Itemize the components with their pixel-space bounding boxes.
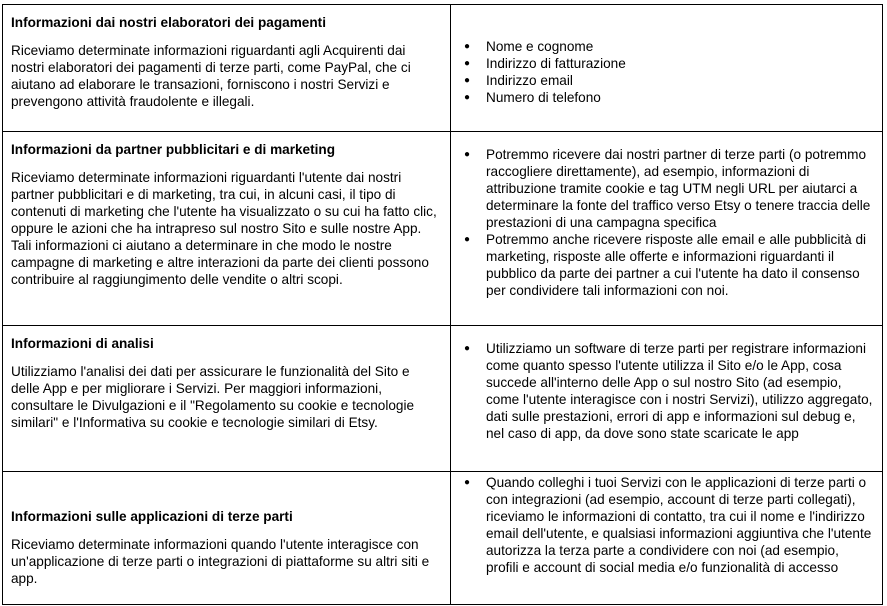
row-title: Informazioni di analisi xyxy=(11,336,154,351)
list-item: ● Indirizzo email xyxy=(486,72,874,89)
table-row xyxy=(3,326,883,472)
row-description: Riceviamo determinate informazioni riguardanti l'utente dai nostri partner pubblicitari e di marketing, tra cui, in alcuni casi, il tipo di contenuti di marketing che l'utente ha visualizzato o su cui ha fatto clic, oppure le azioni che ha intrapreso sul nostro Sito e sulle nostre App. Tali informazioni ci aiutano a determinare in che modo le nostre campagne di marketing e altre interazioni da parte dei clienti possono contribuire al raggiungimento delle vendite o altri scopi. xyxy=(11,170,437,287)
list-item: ● Potremmo anche ricevere risposte alle email e alle pubblicità di marketing, risposte alle offerte e informazioni riguardanti il pubblico da parte dei partner a cui l'utente ha dato il consenso per condividere tali informazioni con noi. xyxy=(486,231,874,299)
list-item: ● Numero di telefono xyxy=(486,89,874,106)
list-item: ● Potremmo ricevere dai nostri partner di terze parti (o potremmo raccogliere direttamente), ad esempio, informazioni di attribuzione tramite cookie e tag UTM negli URL per aiutarci a determinare la fonte del traffico verso Etsy o tenere traccia delle prestazioni di una campagna specifica xyxy=(486,146,874,231)
info-table xyxy=(2,4,883,605)
row-title: Informazioni dai nostri elaboratori dei pagamenti xyxy=(11,15,326,30)
row-description-cell xyxy=(3,5,451,132)
list-item: ● Utilizziamo un software di terze parti per registrare informazioni come quanto spesso l'utente utilizza il Sito e/o le App, cosa succede all'interno delle App o sul nostro Sito (ad esempio, come l'utente interagisce con i nostri Servizi), utilizzo aggregato, dati sulle prestazioni, errori di app e informazioni sul debug e, nel caso di app, da dove sono state scaricate le app xyxy=(486,340,874,442)
list-item: ● Nome e cognome xyxy=(486,38,874,55)
row-items-cell xyxy=(451,326,883,472)
bullet-list xyxy=(459,474,874,576)
row-description: Riceviamo determinate informazioni riguardanti agli Acquirenti dai nostri elaboratori dei pagamenti di terze parti, come PayPal, che ci aiutano ad elaborare le transazioni, forniscono i nostri Servizi e prevengono attività fraudolente e illegali. xyxy=(11,43,411,109)
row-items-cell xyxy=(451,132,883,326)
table-row xyxy=(3,132,883,326)
row-title: Informazioni sulle applicazioni di terze parti xyxy=(11,509,293,524)
row-description: Utilizziamo l'analisi dei dati per assicurare le funzionalità del Sito e delle App e per migliorare i Servizi. Per maggiori informazioni, consultare le Divulgazioni e il "Regolamento su cookie e tecnologie similari" e l'Informativa su cookie e tecnologie similari di Etsy. xyxy=(11,364,415,430)
table-row xyxy=(3,5,883,132)
row-description: Riceviamo determinate informazioni quando l'utente interagisce con un'applicazione di terze parti o integrazioni di piattaforme su altri siti e app. xyxy=(11,537,430,586)
row-description-cell xyxy=(3,132,451,326)
bullet-list xyxy=(459,340,874,442)
table-row xyxy=(3,472,883,605)
bullet-list xyxy=(459,38,874,106)
row-items-cell xyxy=(451,5,883,132)
row-title: Informazioni da partner pubblicitari e di marketing xyxy=(11,142,336,157)
row-description-cell xyxy=(3,472,451,605)
document-page xyxy=(2,4,882,604)
list-item: ● Indirizzo di fatturazione xyxy=(486,55,874,72)
list-item: ● Quando colleghi i tuoi Servizi con le applicazioni di terze parti o con integrazioni (ad esempio, account di terze parti collegati), riceviamo le informazioni di contatto, tra cui il nome e l'indirizzo email dell'utente, e qualsiasi informazioni aggiuntiva che l'utente autorizza la terza parte a condividere con noi (ad esempio, profili e account di social media e/o funzionalità di accesso xyxy=(486,474,874,576)
bullet-list xyxy=(459,146,874,299)
row-items-cell xyxy=(451,472,883,605)
row-description-cell xyxy=(3,326,451,472)
